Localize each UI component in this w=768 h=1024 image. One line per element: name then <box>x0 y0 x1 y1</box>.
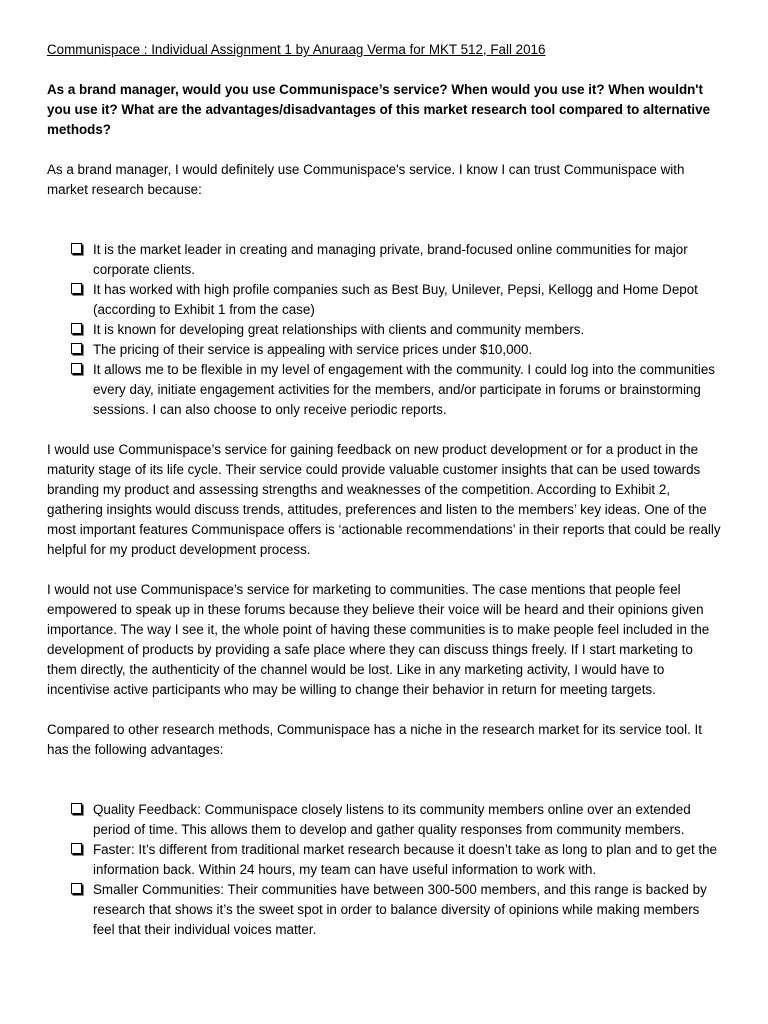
list-item-text: It is the market leader in creating and managing private, brand-focused online communities for major corporate clients. <box>93 242 688 277</box>
comparison-paragraph: Compared to other research methods, Communispace has a niche in the research market for its service tool. It has the following advantages: <box>47 722 702 757</box>
checkbox-bullet-icon <box>71 803 82 814</box>
checkbox-bullet-icon <box>71 363 82 374</box>
assignment-question: As a brand manager, would you use Communispace’s service? When would you use it? When wouldn't you use it? What are the advantages/disadvantages of this market research tool compared to alternative methods? <box>47 82 711 137</box>
document-title: Communispace : Individual Assignment 1 by Anuraag Verma for MKT 512, Fall 2016 <box>47 42 546 57</box>
list-item-text: The pricing of their service is appealing with service prices under $10,000. <box>93 342 533 357</box>
list-item <box>93 240 721 280</box>
checkbox-bullet-icon <box>71 343 82 354</box>
checkbox-bullet-icon <box>71 323 82 334</box>
list-item-text: It allows me to be flexible in my level of engagement with the community. I could log into the communities every day, initiate engagement activities for the members, and/or participate in forums or brainstorming sessions. I can also choose to only receive periodic reports. <box>93 362 715 417</box>
list-item <box>93 800 721 840</box>
advantages-list <box>47 800 721 940</box>
list-item-text: It is known for developing great relationships with clients and community members. <box>93 322 585 337</box>
list-item <box>93 320 721 340</box>
when-not-use-paragraph: I would not use Communispace’s service for marketing to communities. The case mentions that people feel empowered to speak up in these forums because they believe their voice will be heard and their opinions given importance. The way I see it, the whole point of having these communities is to make people feel included in the development of products by providing a safe place where they can discuss things freely. If I start marketing to them directly, the authenticity of the channel would be lost. Like in any marketing activity, I would have to incentivise active participants who may be willing to change their behavior in return for meeting targets. <box>47 582 710 697</box>
list-item <box>93 880 721 940</box>
reasons-list <box>47 240 721 420</box>
list-item-text: It has worked with high profile companies such as Best Buy, Unilever, Pepsi, Kellogg and Home Depot (according to Exhibit 1 from the case) <box>93 282 698 317</box>
list-item-text: Faster: It’s different from traditional market research because it doesn’t take as long to plan and to get the information back. Within 24 hours, my team can have useful information to work with. <box>93 842 718 877</box>
list-item <box>93 280 721 320</box>
list-item <box>93 340 721 360</box>
checkbox-bullet-icon <box>71 243 82 254</box>
when-use-paragraph: I would use Communispace’s service for gaining feedback on new product development or for a product in the maturity stage of its life cycle. Their service could provide valuable customer insights that can be used towards branding my product and assessing strengths and weaknesses of the competition. According to Exhibit 2, gathering insights would discuss trends, attitudes, preferences and listen to the members’ key ideas. One of the most important features Communispace offers is ‘actionable recommendations’ in their reports that could be really helpful for my product development process. <box>47 442 721 557</box>
checkbox-bullet-icon <box>71 883 82 894</box>
list-item <box>93 360 721 420</box>
checkbox-bullet-icon <box>71 843 82 854</box>
list-item-text: Quality Feedback: Communispace closely listens to its community members online over an extended period of time. This allows them to develop and gather quality responses from community members. <box>93 802 691 837</box>
intro-paragraph: As a brand manager, I would definitely use Communispace's service. I know I can trust Communispace with market research because: <box>47 162 685 197</box>
checkbox-bullet-icon <box>71 283 82 294</box>
list-item <box>93 840 721 880</box>
list-item-text: Smaller Communities: Their communities have between 300-500 members, and this range is backed by research that shows it’s the sweet spot in order to balance diversity of opinions while making members feel that their individual voices matter. <box>93 882 707 937</box>
